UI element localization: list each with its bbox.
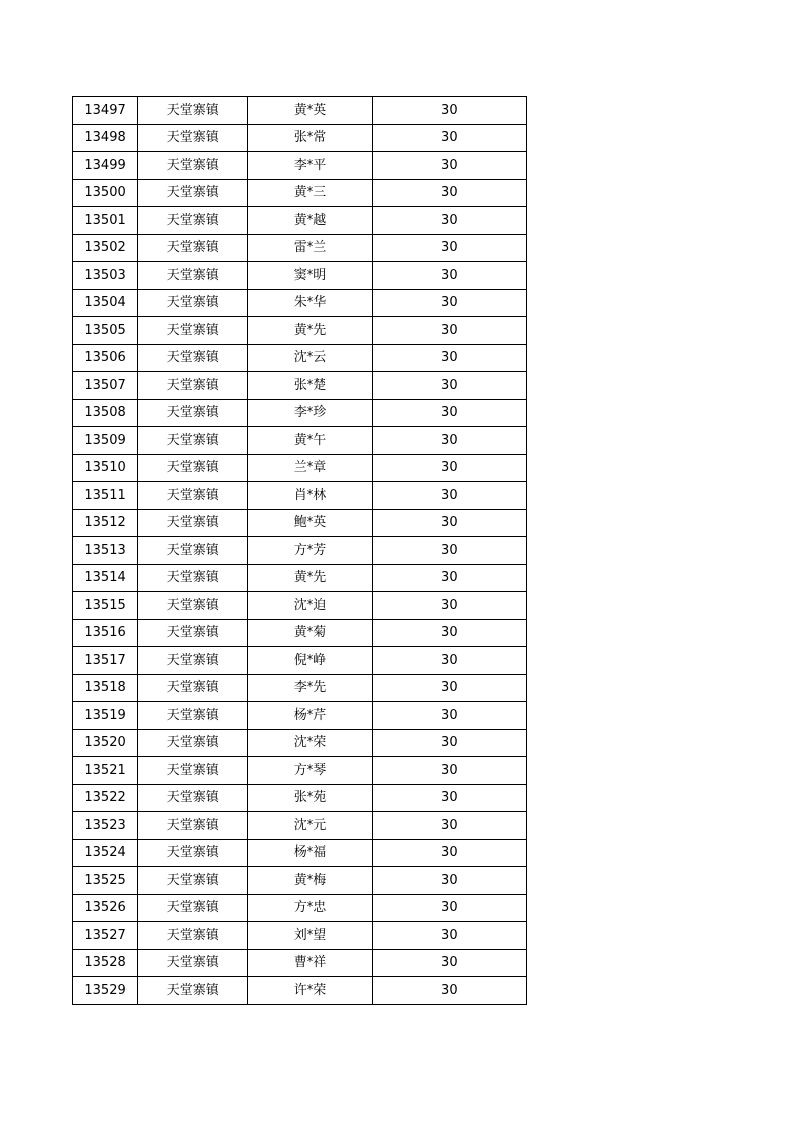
table-row — [73, 207, 527, 235]
table-row — [73, 454, 527, 482]
row-amount-cell: 30 — [372, 482, 526, 510]
row-town-cell: 天堂寨镇 — [138, 784, 248, 812]
row-amount-cell: 30 — [372, 454, 526, 482]
row-id-cell: 13522 — [73, 784, 138, 812]
row-amount-cell: 30 — [372, 564, 526, 592]
row-id-cell: 13525 — [73, 867, 138, 895]
row-name-cell: 张*楚 — [248, 372, 372, 400]
row-name-cell: 雷*兰 — [248, 234, 372, 262]
table-row — [73, 592, 527, 620]
row-name-cell: 沈*荣 — [248, 729, 372, 757]
row-id-cell: 13519 — [73, 702, 138, 730]
row-amount-cell: 30 — [372, 729, 526, 757]
row-amount-cell: 30 — [372, 812, 526, 840]
row-name-cell: 许*荣 — [248, 977, 372, 1005]
table-row — [73, 757, 527, 785]
row-id-cell: 13527 — [73, 922, 138, 950]
row-town-cell: 天堂寨镇 — [138, 757, 248, 785]
table-row — [73, 344, 527, 372]
row-amount-cell: 30 — [372, 207, 526, 235]
row-name-cell: 黄*梅 — [248, 867, 372, 895]
row-id-cell: 13513 — [73, 537, 138, 565]
row-amount-cell: 30 — [372, 894, 526, 922]
row-amount-cell: 30 — [372, 372, 526, 400]
row-name-cell: 方*忠 — [248, 894, 372, 922]
roster-table — [72, 96, 527, 1005]
row-id-cell: 13501 — [73, 207, 138, 235]
row-name-cell: 杨*芹 — [248, 702, 372, 730]
row-id-cell: 13512 — [73, 509, 138, 537]
table-row — [73, 647, 527, 675]
row-name-cell: 鲍*英 — [248, 509, 372, 537]
table-row — [73, 124, 527, 152]
row-name-cell: 黄*午 — [248, 427, 372, 455]
row-name-cell: 张*苑 — [248, 784, 372, 812]
row-amount-cell: 30 — [372, 784, 526, 812]
row-town-cell: 天堂寨镇 — [138, 619, 248, 647]
row-amount-cell: 30 — [372, 949, 526, 977]
row-town-cell: 天堂寨镇 — [138, 537, 248, 565]
row-amount-cell: 30 — [372, 234, 526, 262]
row-amount-cell: 30 — [372, 344, 526, 372]
table-row — [73, 729, 527, 757]
row-name-cell: 李*珍 — [248, 399, 372, 427]
row-amount-cell: 30 — [372, 922, 526, 950]
row-name-cell: 黄*越 — [248, 207, 372, 235]
row-town-cell: 天堂寨镇 — [138, 152, 248, 180]
row-amount-cell: 30 — [372, 592, 526, 620]
row-town-cell: 天堂寨镇 — [138, 564, 248, 592]
row-id-cell: 13520 — [73, 729, 138, 757]
row-town-cell: 天堂寨镇 — [138, 482, 248, 510]
row-name-cell: 黄*先 — [248, 564, 372, 592]
row-name-cell: 黄*英 — [248, 97, 372, 125]
row-name-cell: 张*常 — [248, 124, 372, 152]
row-amount-cell: 30 — [372, 839, 526, 867]
row-id-cell: 13510 — [73, 454, 138, 482]
row-town-cell: 天堂寨镇 — [138, 509, 248, 537]
row-town-cell: 天堂寨镇 — [138, 399, 248, 427]
row-amount-cell: 30 — [372, 674, 526, 702]
row-name-cell: 沈*元 — [248, 812, 372, 840]
row-id-cell: 13505 — [73, 317, 138, 345]
row-amount-cell: 30 — [372, 977, 526, 1005]
table-row — [73, 537, 527, 565]
row-id-cell: 13521 — [73, 757, 138, 785]
row-town-cell: 天堂寨镇 — [138, 949, 248, 977]
row-id-cell: 13515 — [73, 592, 138, 620]
table-row — [73, 702, 527, 730]
row-town-cell: 天堂寨镇 — [138, 729, 248, 757]
row-town-cell: 天堂寨镇 — [138, 454, 248, 482]
row-name-cell: 沈*迫 — [248, 592, 372, 620]
row-town-cell: 天堂寨镇 — [138, 922, 248, 950]
row-id-cell: 13500 — [73, 179, 138, 207]
row-id-cell: 13518 — [73, 674, 138, 702]
row-id-cell: 13504 — [73, 289, 138, 317]
row-id-cell: 13529 — [73, 977, 138, 1005]
table-row — [73, 317, 527, 345]
table-row — [73, 619, 527, 647]
row-town-cell: 天堂寨镇 — [138, 317, 248, 345]
table-row — [73, 289, 527, 317]
table-row — [73, 509, 527, 537]
table-row — [73, 949, 527, 977]
row-amount-cell: 30 — [372, 97, 526, 125]
row-name-cell: 李*先 — [248, 674, 372, 702]
table-row — [73, 482, 527, 510]
row-id-cell: 13502 — [73, 234, 138, 262]
row-town-cell: 天堂寨镇 — [138, 674, 248, 702]
row-amount-cell: 30 — [372, 289, 526, 317]
row-id-cell: 13497 — [73, 97, 138, 125]
row-id-cell: 13524 — [73, 839, 138, 867]
row-amount-cell: 30 — [372, 647, 526, 675]
row-name-cell: 杨*福 — [248, 839, 372, 867]
table-row — [73, 564, 527, 592]
row-town-cell: 天堂寨镇 — [138, 179, 248, 207]
row-town-cell: 天堂寨镇 — [138, 124, 248, 152]
row-amount-cell: 30 — [372, 399, 526, 427]
row-id-cell: 13508 — [73, 399, 138, 427]
row-amount-cell: 30 — [372, 124, 526, 152]
row-amount-cell: 30 — [372, 262, 526, 290]
table-row — [73, 784, 527, 812]
row-town-cell: 天堂寨镇 — [138, 234, 248, 262]
row-name-cell: 刘*望 — [248, 922, 372, 950]
row-id-cell: 13528 — [73, 949, 138, 977]
row-id-cell: 13503 — [73, 262, 138, 290]
row-id-cell: 13516 — [73, 619, 138, 647]
row-name-cell: 黄*三 — [248, 179, 372, 207]
row-town-cell: 天堂寨镇 — [138, 344, 248, 372]
row-name-cell: 肖*林 — [248, 482, 372, 510]
table-row — [73, 262, 527, 290]
table-row — [73, 839, 527, 867]
row-town-cell: 天堂寨镇 — [138, 812, 248, 840]
row-id-cell: 13498 — [73, 124, 138, 152]
row-id-cell: 13517 — [73, 647, 138, 675]
row-town-cell: 天堂寨镇 — [138, 262, 248, 290]
row-name-cell: 曹*祥 — [248, 949, 372, 977]
row-town-cell: 天堂寨镇 — [138, 894, 248, 922]
row-town-cell: 天堂寨镇 — [138, 867, 248, 895]
row-town-cell: 天堂寨镇 — [138, 207, 248, 235]
row-id-cell: 13499 — [73, 152, 138, 180]
row-name-cell: 窦*明 — [248, 262, 372, 290]
row-id-cell: 13514 — [73, 564, 138, 592]
table-row — [73, 179, 527, 207]
row-amount-cell: 30 — [372, 867, 526, 895]
row-amount-cell: 30 — [372, 152, 526, 180]
row-town-cell: 天堂寨镇 — [138, 592, 248, 620]
row-amount-cell: 30 — [372, 427, 526, 455]
table-row — [73, 867, 527, 895]
row-name-cell: 黄*先 — [248, 317, 372, 345]
row-id-cell: 13526 — [73, 894, 138, 922]
table-row — [73, 674, 527, 702]
roster-table-body — [73, 97, 527, 1005]
table-row — [73, 152, 527, 180]
row-name-cell: 方*琴 — [248, 757, 372, 785]
table-row — [73, 234, 527, 262]
row-id-cell: 13511 — [73, 482, 138, 510]
row-id-cell: 13509 — [73, 427, 138, 455]
row-town-cell: 天堂寨镇 — [138, 289, 248, 317]
row-id-cell: 13523 — [73, 812, 138, 840]
row-amount-cell: 30 — [372, 317, 526, 345]
table-row — [73, 894, 527, 922]
table-row — [73, 97, 527, 125]
row-amount-cell: 30 — [372, 509, 526, 537]
table-row — [73, 399, 527, 427]
row-town-cell: 天堂寨镇 — [138, 647, 248, 675]
row-name-cell: 倪*峥 — [248, 647, 372, 675]
row-amount-cell: 30 — [372, 537, 526, 565]
table-row — [73, 427, 527, 455]
row-name-cell: 黄*菊 — [248, 619, 372, 647]
row-amount-cell: 30 — [372, 179, 526, 207]
table-row — [73, 812, 527, 840]
row-id-cell: 13506 — [73, 344, 138, 372]
row-id-cell: 13507 — [73, 372, 138, 400]
row-name-cell: 朱*华 — [248, 289, 372, 317]
row-name-cell: 方*芳 — [248, 537, 372, 565]
row-town-cell: 天堂寨镇 — [138, 427, 248, 455]
table-row — [73, 977, 527, 1005]
row-town-cell: 天堂寨镇 — [138, 977, 248, 1005]
row-name-cell: 兰*章 — [248, 454, 372, 482]
row-town-cell: 天堂寨镇 — [138, 839, 248, 867]
table-row — [73, 922, 527, 950]
row-amount-cell: 30 — [372, 619, 526, 647]
row-town-cell: 天堂寨镇 — [138, 372, 248, 400]
table-row — [73, 372, 527, 400]
row-name-cell: 李*平 — [248, 152, 372, 180]
row-name-cell: 沈*云 — [248, 344, 372, 372]
row-amount-cell: 30 — [372, 702, 526, 730]
row-town-cell: 天堂寨镇 — [138, 97, 248, 125]
row-town-cell: 天堂寨镇 — [138, 702, 248, 730]
row-amount-cell: 30 — [372, 757, 526, 785]
